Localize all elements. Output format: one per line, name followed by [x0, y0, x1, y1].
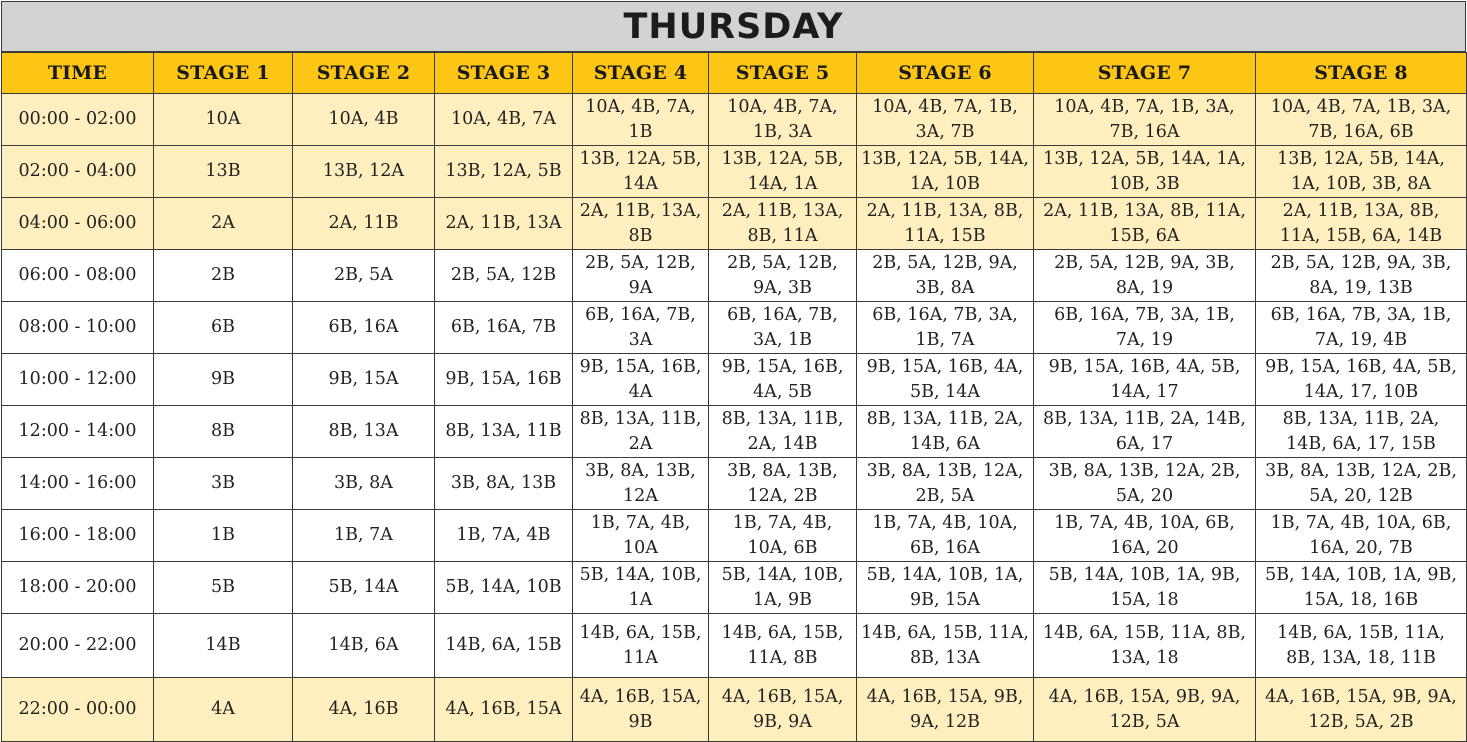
stage-3-cell: 8B, 13A, 11B: [435, 406, 573, 458]
table-row: [2, 250, 1467, 302]
time-slot-cell: 18:00 - 20:00: [2, 562, 154, 614]
stage-8-cell: 10A, 4B, 7A, 1B, 3A, 7B, 16A, 6B: [1256, 94, 1467, 146]
column-header-stage-3: STAGE 3: [435, 53, 573, 94]
stage-2-cell: 14B, 6A: [293, 614, 435, 678]
stage-6-cell: 2B, 5A, 12B, 9A, 3B, 8A: [857, 250, 1034, 302]
stage-7-cell: 4A, 16B, 15A, 9B, 9A, 12B, 5A: [1034, 678, 1256, 742]
table-row: [2, 146, 1467, 198]
stage-6-cell: 14B, 6A, 15B, 11A, 8B, 13A: [857, 614, 1034, 678]
stage-2-cell: 2B, 5A: [293, 250, 435, 302]
stage-8-cell: 14B, 6A, 15B, 11A, 8B, 13A, 18, 11B: [1256, 614, 1467, 678]
stage-5-cell: 8B, 13A, 11B, 2A, 14B: [709, 406, 857, 458]
stage-1-cell: 4A: [154, 678, 293, 742]
stage-1-cell: 5B: [154, 562, 293, 614]
stage-2-cell: 4A, 16B: [293, 678, 435, 742]
time-slot-cell: 06:00 - 08:00: [2, 250, 154, 302]
stage-4-cell: 5B, 14A, 10B, 1A: [573, 562, 709, 614]
stage-4-cell: 2A, 11B, 13A, 8B: [573, 198, 709, 250]
stage-7-cell: 8B, 13A, 11B, 2A, 14B, 6A, 17: [1034, 406, 1256, 458]
stage-6-cell: 1B, 7A, 4B, 10A, 6B, 16A: [857, 510, 1034, 562]
stage-4-cell: 14B, 6A, 15B, 11A: [573, 614, 709, 678]
stage-4-cell: 8B, 13A, 11B, 2A: [573, 406, 709, 458]
stage-1-cell: 14B: [154, 614, 293, 678]
stage-7-cell: 5B, 14A, 10B, 1A, 9B, 15A, 18: [1034, 562, 1256, 614]
stage-3-cell: 2B, 5A, 12B: [435, 250, 573, 302]
stage-3-cell: 6B, 16A, 7B: [435, 302, 573, 354]
stage-3-cell: 1B, 7A, 4B: [435, 510, 573, 562]
stage-6-cell: 9B, 15A, 16B, 4A, 5B, 14A: [857, 354, 1034, 406]
stage-7-cell: 2A, 11B, 13A, 8B, 11A, 15B, 6A: [1034, 198, 1256, 250]
column-header-stage-7: STAGE 7: [1034, 53, 1256, 94]
time-slot-cell: 22:00 - 00:00: [2, 678, 154, 742]
column-header-stage-1: STAGE 1: [154, 53, 293, 94]
table-row: [2, 198, 1467, 250]
stage-6-cell: 5B, 14A, 10B, 1A, 9B, 15A: [857, 562, 1034, 614]
stage-2-cell: 8B, 13A: [293, 406, 435, 458]
stage-6-cell: 8B, 13A, 11B, 2A, 14B, 6A: [857, 406, 1034, 458]
stage-4-cell: 6B, 16A, 7B, 3A: [573, 302, 709, 354]
stage-6-cell: 6B, 16A, 7B, 3A, 1B, 7A: [857, 302, 1034, 354]
stage-2-cell: 6B, 16A: [293, 302, 435, 354]
table-row: [2, 458, 1467, 510]
stage-7-cell: 6B, 16A, 7B, 3A, 1B, 7A, 19: [1034, 302, 1256, 354]
stage-5-cell: 13B, 12A, 5B, 14A, 1A: [709, 146, 857, 198]
stage-5-cell: 5B, 14A, 10B, 1A, 9B: [709, 562, 857, 614]
stage-5-cell: 14B, 6A, 15B, 11A, 8B: [709, 614, 857, 678]
time-slot-cell: 00:00 - 02:00: [2, 94, 154, 146]
column-header-time: TIME: [2, 53, 154, 94]
stage-8-cell: 3B, 8A, 13B, 12A, 2B, 5A, 20, 12B: [1256, 458, 1467, 510]
stage-8-cell: 2B, 5A, 12B, 9A, 3B, 8A, 19, 13B: [1256, 250, 1467, 302]
stage-1-cell: 2B: [154, 250, 293, 302]
stage-1-cell: 9B: [154, 354, 293, 406]
table-row: [2, 94, 1467, 146]
stage-4-cell: 10A, 4B, 7A, 1B: [573, 94, 709, 146]
stage-7-cell: 9B, 15A, 16B, 4A, 5B, 14A, 17: [1034, 354, 1256, 406]
stage-2-cell: 2A, 11B: [293, 198, 435, 250]
stage-3-cell: 5B, 14A, 10B: [435, 562, 573, 614]
stage-7-cell: 10A, 4B, 7A, 1B, 3A, 7B, 16A: [1034, 94, 1256, 146]
stage-6-cell: 4A, 16B, 15A, 9B, 9A, 12B: [857, 678, 1034, 742]
stage-8-cell: 13B, 12A, 5B, 14A, 1A, 10B, 3B, 8A: [1256, 146, 1467, 198]
stage-3-cell: 13B, 12A, 5B: [435, 146, 573, 198]
header-row: [2, 53, 1467, 94]
stage-2-cell: 9B, 15A: [293, 354, 435, 406]
stage-2-cell: 1B, 7A: [293, 510, 435, 562]
column-header-stage-6: STAGE 6: [857, 53, 1034, 94]
stage-5-cell: 2A, 11B, 13A, 8B, 11A: [709, 198, 857, 250]
stage-8-cell: 8B, 13A, 11B, 2A, 14B, 6A, 17, 15B: [1256, 406, 1467, 458]
stage-4-cell: 3B, 8A, 13B, 12A: [573, 458, 709, 510]
stage-5-cell: 1B, 7A, 4B, 10A, 6B: [709, 510, 857, 562]
stage-1-cell: 2A: [154, 198, 293, 250]
stage-7-cell: 2B, 5A, 12B, 9A, 3B, 8A, 19: [1034, 250, 1256, 302]
stage-8-cell: 5B, 14A, 10B, 1A, 9B, 15A, 18, 16B: [1256, 562, 1467, 614]
stage-5-cell: 4A, 16B, 15A, 9B, 9A: [709, 678, 857, 742]
table-row: [2, 562, 1467, 614]
stage-8-cell: 2A, 11B, 13A, 8B, 11A, 15B, 6A, 14B: [1256, 198, 1467, 250]
stage-1-cell: 10A: [154, 94, 293, 146]
stage-5-cell: 3B, 8A, 13B, 12A, 2B: [709, 458, 857, 510]
time-slot-cell: 08:00 - 10:00: [2, 302, 154, 354]
column-header-stage-2: STAGE 2: [293, 53, 435, 94]
table-row: [2, 510, 1467, 562]
time-slot-cell: 20:00 - 22:00: [2, 614, 154, 678]
stage-6-cell: 13B, 12A, 5B, 14A, 1A, 10B: [857, 146, 1034, 198]
stage-2-cell: 5B, 14A: [293, 562, 435, 614]
stage-1-cell: 6B: [154, 302, 293, 354]
stage-1-cell: 13B: [154, 146, 293, 198]
time-slot-cell: 02:00 - 04:00: [2, 146, 154, 198]
stage-2-cell: 10A, 4B: [293, 94, 435, 146]
time-slot-cell: 04:00 - 06:00: [2, 198, 154, 250]
stage-1-cell: 1B: [154, 510, 293, 562]
stage-6-cell: 10A, 4B, 7A, 1B, 3A, 7B: [857, 94, 1034, 146]
stage-3-cell: 3B, 8A, 13B: [435, 458, 573, 510]
stage-4-cell: 4A, 16B, 15A, 9B: [573, 678, 709, 742]
stage-1-cell: 3B: [154, 458, 293, 510]
time-slot-cell: 16:00 - 18:00: [2, 510, 154, 562]
schedule-body: [2, 94, 1467, 742]
stage-4-cell: 9B, 15A, 16B, 4A: [573, 354, 709, 406]
stage-3-cell: 4A, 16B, 15A: [435, 678, 573, 742]
stage-3-cell: 14B, 6A, 15B: [435, 614, 573, 678]
stage-5-cell: 10A, 4B, 7A, 1B, 3A: [709, 94, 857, 146]
time-slot-cell: 12:00 - 14:00: [2, 406, 154, 458]
stage-1-cell: 8B: [154, 406, 293, 458]
stage-2-cell: 3B, 8A: [293, 458, 435, 510]
stage-5-cell: 9B, 15A, 16B, 4A, 5B: [709, 354, 857, 406]
page-title: THURSDAY: [1, 1, 1466, 52]
time-slot-cell: 10:00 - 12:00: [2, 354, 154, 406]
stage-2-cell: 13B, 12A: [293, 146, 435, 198]
stage-8-cell: 1B, 7A, 4B, 10A, 6B, 16A, 20, 7B: [1256, 510, 1467, 562]
stage-6-cell: 2A, 11B, 13A, 8B, 11A, 15B: [857, 198, 1034, 250]
stage-3-cell: 2A, 11B, 13A: [435, 198, 573, 250]
stage-7-cell: 1B, 7A, 4B, 10A, 6B, 16A, 20: [1034, 510, 1256, 562]
stage-7-cell: 14B, 6A, 15B, 11A, 8B, 13A, 18: [1034, 614, 1256, 678]
stage-8-cell: 9B, 15A, 16B, 4A, 5B, 14A, 17, 10B: [1256, 354, 1467, 406]
stage-5-cell: 6B, 16A, 7B, 3A, 1B: [709, 302, 857, 354]
column-header-stage-8: STAGE 8: [1256, 53, 1467, 94]
stage-3-cell: 9B, 15A, 16B: [435, 354, 573, 406]
column-header-stage-4: STAGE 4: [573, 53, 709, 94]
table-row: [2, 354, 1467, 406]
stage-3-cell: 10A, 4B, 7A: [435, 94, 573, 146]
stage-4-cell: 13B, 12A, 5B, 14A: [573, 146, 709, 198]
schedule-table: [1, 52, 1467, 742]
stage-5-cell: 2B, 5A, 12B, 9A, 3B: [709, 250, 857, 302]
stage-7-cell: 13B, 12A, 5B, 14A, 1A, 10B, 3B: [1034, 146, 1256, 198]
stage-8-cell: 6B, 16A, 7B, 3A, 1B, 7A, 19, 4B: [1256, 302, 1467, 354]
stage-6-cell: 3B, 8A, 13B, 12A, 2B, 5A: [857, 458, 1034, 510]
table-row: [2, 614, 1467, 678]
column-header-stage-5: STAGE 5: [709, 53, 857, 94]
table-row: [2, 406, 1467, 458]
stage-4-cell: 1B, 7A, 4B, 10A: [573, 510, 709, 562]
stage-8-cell: 4A, 16B, 15A, 9B, 9A, 12B, 5A, 2B: [1256, 678, 1467, 742]
stage-4-cell: 2B, 5A, 12B, 9A: [573, 250, 709, 302]
time-slot-cell: 14:00 - 16:00: [2, 458, 154, 510]
table-row: [2, 678, 1467, 742]
table-row: [2, 302, 1467, 354]
stage-7-cell: 3B, 8A, 13B, 12A, 2B, 5A, 20: [1034, 458, 1256, 510]
